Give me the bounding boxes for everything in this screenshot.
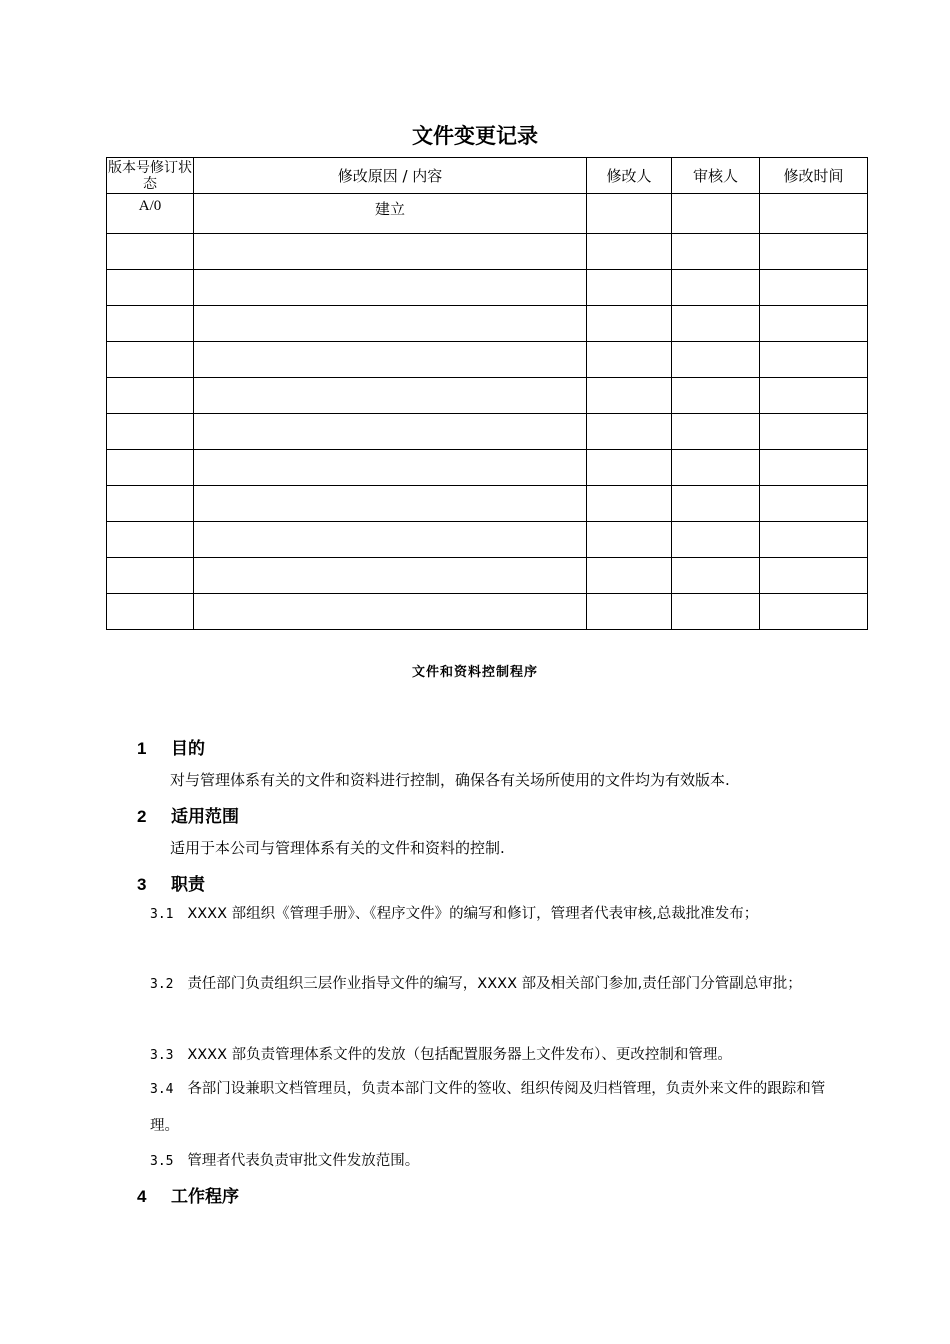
section-heading xyxy=(137,734,205,759)
change-record-title: 文件变更记录 xyxy=(412,124,538,148)
section-body: 对与管理体系有关的文件和资料进行控制，确保各有关场所使用的文件均为有效版本. xyxy=(170,771,730,789)
cell xyxy=(194,486,587,522)
duty-item xyxy=(150,1037,840,1074)
cell xyxy=(587,522,672,558)
cell xyxy=(194,306,587,342)
table-row xyxy=(107,450,868,486)
cell xyxy=(760,414,868,450)
cell-time xyxy=(760,194,868,234)
cell xyxy=(672,522,760,558)
change-record-table xyxy=(106,157,868,630)
cell xyxy=(107,594,194,630)
cell xyxy=(194,558,587,594)
cell xyxy=(587,414,672,450)
section-number: 4 xyxy=(137,1187,147,1206)
cell xyxy=(672,378,760,414)
cell xyxy=(107,522,194,558)
section-heading xyxy=(137,870,205,895)
cell xyxy=(672,558,760,594)
cell xyxy=(194,414,587,450)
cell xyxy=(760,234,868,270)
cell xyxy=(672,270,760,306)
cell xyxy=(107,450,194,486)
cell xyxy=(672,306,760,342)
cell xyxy=(672,342,760,378)
table-row xyxy=(107,414,868,450)
cell xyxy=(672,234,760,270)
cell xyxy=(760,306,868,342)
cell xyxy=(587,342,672,378)
cell-modifier xyxy=(587,194,672,234)
cell xyxy=(194,342,587,378)
cell-version: A/0 xyxy=(107,194,194,234)
cell xyxy=(672,414,760,450)
duty-number: 3.4 xyxy=(150,1082,174,1097)
table-row xyxy=(107,194,868,234)
section-number: 1 xyxy=(137,739,147,758)
cell xyxy=(672,450,760,486)
section-number: 3 xyxy=(137,875,147,894)
cell xyxy=(587,378,672,414)
table-header-row xyxy=(107,158,868,194)
cell xyxy=(760,270,868,306)
cell xyxy=(587,594,672,630)
cell xyxy=(107,486,194,522)
cell xyxy=(587,270,672,306)
cell xyxy=(107,342,194,378)
table-row xyxy=(107,594,868,630)
procedure-title: 文件和资料控制程序 xyxy=(411,665,538,680)
cell xyxy=(107,270,194,306)
cell xyxy=(760,486,868,522)
cell xyxy=(587,234,672,270)
duty-number: 3.3 xyxy=(150,1048,174,1063)
cell xyxy=(107,558,194,594)
cell xyxy=(107,306,194,342)
section-title: 工作程序 xyxy=(171,1187,239,1207)
table-row xyxy=(107,486,868,522)
header-version: 版本号修订状态 xyxy=(108,159,192,192)
duty-item xyxy=(150,1143,840,1180)
duty-text: XXXX 部组织《管理手册》、《程序文件》的编写和修订，管理者代表审核,总裁批准发布； xyxy=(187,906,759,922)
cell xyxy=(760,342,868,378)
cell xyxy=(194,594,587,630)
header-modifier: 修改人 xyxy=(587,158,672,194)
cell xyxy=(587,450,672,486)
cell xyxy=(107,234,194,270)
cell xyxy=(760,558,868,594)
section-title: 适用范围 xyxy=(171,807,239,827)
table-row xyxy=(107,306,868,342)
table-row xyxy=(107,270,868,306)
section-heading xyxy=(137,802,239,827)
cell xyxy=(194,522,587,558)
header-reason: 修改原因 / 内容 xyxy=(194,158,587,194)
cell-reviewer xyxy=(672,194,760,234)
section-title: 目的 xyxy=(171,739,205,759)
duty-number: 3.1 xyxy=(150,907,174,922)
duty-text: 各部门设兼职文档管理员，负责本部门文件的签收、组织传阅及归档管理，负责外来文件的跟踪和管理。 xyxy=(150,1081,826,1134)
section-number: 2 xyxy=(137,807,147,826)
duty-number: 3.5 xyxy=(150,1154,174,1169)
table-row xyxy=(107,522,868,558)
cell xyxy=(587,306,672,342)
cell xyxy=(587,486,672,522)
table-row xyxy=(107,234,868,270)
cell xyxy=(587,558,672,594)
cell xyxy=(194,450,587,486)
cell xyxy=(672,594,760,630)
cell xyxy=(760,522,868,558)
section-heading xyxy=(137,1182,239,1207)
cell xyxy=(760,378,868,414)
section-body: 适用于本公司与管理体系有关的文件和资料的控制. xyxy=(170,839,505,857)
cell-reason: 建立 xyxy=(194,194,587,234)
duty-text: 管理者代表负责审批文件发放范围。 xyxy=(187,1153,420,1169)
duty-item xyxy=(150,966,840,1003)
duty-text: XXXX 部负责管理体系文件的发放（包括配置服务器上文件发布）、更改控制和管理。 xyxy=(187,1047,732,1063)
table-row xyxy=(107,378,868,414)
duty-text: 责任部门负责组织三层作业指导文件的编写，XXXX 部及相关部门参加,责任部门分管副总审批； xyxy=(187,976,802,992)
cell xyxy=(194,378,587,414)
cell xyxy=(194,270,587,306)
table-row xyxy=(107,342,868,378)
header-reviewer: 审核人 xyxy=(672,158,760,194)
cell xyxy=(760,594,868,630)
cell xyxy=(107,378,194,414)
duty-number: 3.2 xyxy=(150,977,174,992)
cell xyxy=(194,234,587,270)
cell xyxy=(760,450,868,486)
table-row xyxy=(107,558,868,594)
cell xyxy=(107,414,194,450)
duty-item xyxy=(150,1071,840,1145)
header-time: 修改时间 xyxy=(760,158,868,194)
section-title: 职责 xyxy=(171,875,205,895)
duty-item xyxy=(150,896,840,933)
cell xyxy=(672,486,760,522)
